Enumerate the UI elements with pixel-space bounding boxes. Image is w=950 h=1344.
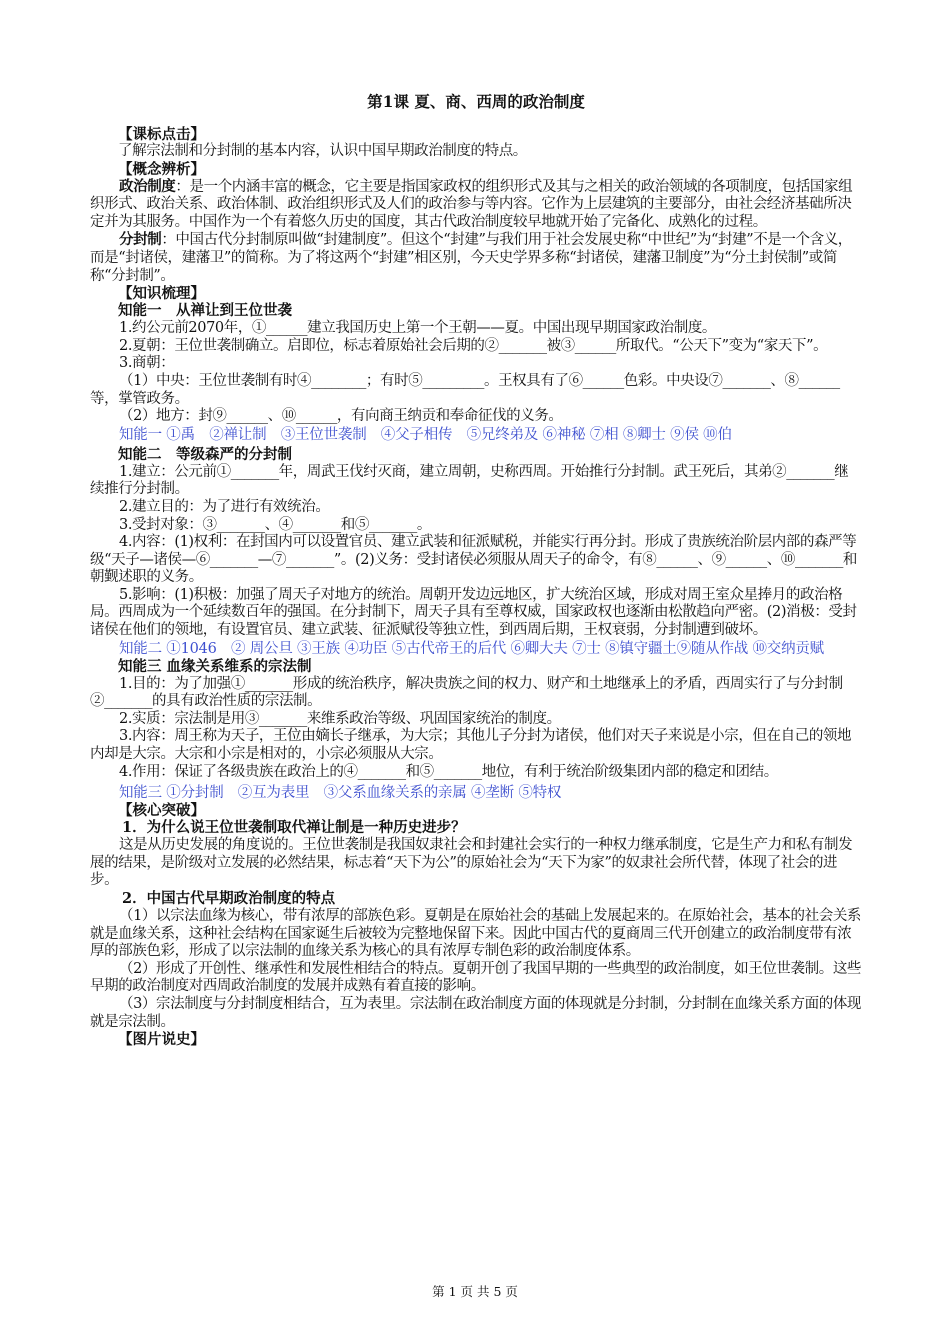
concept-text: ：中国古代分封制原叫做“封建制度”。但这个“封建”与我们用于社会发展史称“中世纪”为“封建”不是一个含义，而是“封诸侯，建藩卫”的简称。为了将这两个“封建”相区别，今天史学界多称“封诸侯，建藩卫制度”为“分土封侯制”或简称“分封制”。 xyxy=(90,232,852,284)
concept-term: 政治制度 xyxy=(119,177,176,195)
zn1-line: 3.商朝： xyxy=(119,355,175,372)
zn1-line: 1.约公元前2070年，①______建立我国历史上第一个王朝——夏。中国出现早期国家政治制度。 xyxy=(119,320,717,337)
core-question-2: 2．中国古代早期政治制度的特点 xyxy=(122,890,336,907)
zn3-line: 2.实质：宗法制是用③_______来维系政治等级、巩固国家统治的制度。 xyxy=(119,710,561,727)
section-hexin-heading: 【核心突破】 xyxy=(118,802,205,820)
page-footer: 第 1 页 共 5 页 xyxy=(432,1284,518,1299)
zn2-line: 5.影响：(1)积极：加强了周天子对地方的统治。周朝开发边远地区，扩大统治区域，形成对周王室众星捧月的政治格局。西周成为一个延续数百年的强国。在分封制下，周天子具有至尊权威，国家政权也逐渐由松散趋向严密。(2)消极：受封诸侯在他们的领地，有设置官员、建立武装、征派赋役等独立性，到西周后期，王权衰弱，分封制遭到破坏。 xyxy=(90,586,857,639)
section-kebiao-heading: 【课标点击】 xyxy=(118,126,205,143)
concept-term: 分封制 xyxy=(119,231,162,249)
zn2-line: 2.建立目的：为了进行有效统治。 xyxy=(119,498,330,515)
zn2-answer: 知能二 ①1046 ② 周公旦 ③王族 ④功臣 ⑤古代帝王的后代 ⑥卿大夫 ⑦士 ⑧镇守疆土⑨随从作战 ⑩交纳贡赋 xyxy=(119,640,824,657)
core-point: （2）形成了开创性、继承性和发展性相结合的特点。夏朝开创了我国早期的一些典型的政治制度，如王位世袭制。这些早期的政治制度对西周政治制度的发展并成熟有着直接的影响。 xyxy=(90,960,862,995)
concept-text: ：是一个内涵丰富的概念，它主要是指国家政权的组织形式及其与之相关的政治领域的各项制度，包括国家组织形式、政治关系、政治体制、政治组织形式及人们的政治参与等内容。它作为上层建筑的主要部分，由社会经济基础所决定并为其服务。中国作为一个有着悠久历史的国度，其古代政治制度较早地就开始了完备化、成熟化的过程。 xyxy=(90,178,853,230)
zn2-heading: 知能二 等级森严的分封制 xyxy=(118,445,292,463)
zn1-heading: 知能一 从禅让到王位世袭 xyxy=(118,302,292,320)
zn2-line: 4.内容：(1)权利：在封国内可以设置官员、建立武装和征派赋税，并能实行再分封。形成了贵族统治阶层内部的森严等级“天子—诸侯—⑥_______—⑦_______”。(2)义务：受封诸侯必须服从周天子的命令，有⑧______、⑨______、⑩_______和朝觐述职的义务。 xyxy=(90,534,858,586)
zn2-line: 1.建立：公元前①_______年，周武王伐纣灭商，建立周朝，史称西周。开始推行分封制。武王死后，其弟②_______继续推行分封制。 xyxy=(90,463,849,498)
core-point: （1）以宗法血缘为核心，带有浓厚的部族色彩。夏朝是在原始社会的基础上发展起来的。在原始社会，基本的社会关系就是血缘关系，这种社会结构在国家诞生后被较为完整地保留下来。因此中国古代的夏商周三代开创建立的政治制度带有浓厚的部族色彩，形成了以宗法制的血缘关系为核心的具有浓厚专制色彩的政治制度体系。 xyxy=(90,908,862,960)
kebiao-text: 了解宗法制和分封制的基本内容，认识中国早期政治制度的特点。 xyxy=(118,143,527,159)
zn3-line: 3.内容：周王称为天子，王位由嫡长子继承，为大宗；其他儿子分封为诸侯，他们对天子来说是小宗，但在自己的领地内却是大宗。大宗和小宗是相对的，小宗必须服从大宗。 xyxy=(90,728,852,763)
lesson-title: 第1课 夏、商、西周的政治制度 xyxy=(367,92,585,111)
zn1-line: （1）中央：王位世袭制有时④________；有时⑤_________。王权具有了⑥______色彩。中央设⑦_______、⑧______等，掌管政务。 xyxy=(90,372,840,407)
core-point: （3）宗法制度与分封制度相结合，互为表里。宗法制在政治制度方面的体现就是分封制，分封制在血缘关系方面的体现就是宗法制。 xyxy=(90,995,862,1030)
document-page xyxy=(90,92,862,1048)
zn1-answer: 知能一 ①禹 ②禅让制 ③王位世袭制 ④父子相传 ⑤兄终弟及 ⑥神秘 ⑦相 ⑧卿士 ⑨侯 ⑩伯 xyxy=(119,426,732,443)
zn1-line: （2）地方：封⑨______、⑩______，有向商王纳贡和奉命征伐的义务。 xyxy=(119,408,563,425)
section-tupian-heading: 【图片说史】 xyxy=(118,1031,205,1049)
zn1-line: 2.夏朝：王位世袭制确立。启即位，标志着原始社会后期的②_______被③______所取代。“公天下”变为“家天下”。 xyxy=(119,337,828,354)
zn3-heading: 知能三 血缘关系维系的宗法制 xyxy=(118,657,312,675)
zn2-line: 3.受封对象：③_______、④_______和⑤_______。 xyxy=(119,516,431,533)
zn3-line: 4.作用：保证了各级贵族在政治上的④_______和⑤_______地位，有利于统治阶级集团内部的稳定和团结。 xyxy=(119,763,778,780)
section-zhishi-heading: 【知识梳理】 xyxy=(118,285,205,303)
concept-political-system xyxy=(90,178,862,232)
core-question-1: 1．为什么说王位世袭制取代禅让制是一种历史进步？ xyxy=(122,819,466,837)
zn3-line: 1.目的：为了加强①_______形成的统治秩序，解决贵族之间的权力、财产和土地继承上的矛盾，西周实行了与分封制②_______的具有政治性质的宗法制。 xyxy=(90,675,843,710)
core-answer-1: 这是从历史发展的角度说的。王位世袭制是我国奴隶社会和封建社会实行的一种权力继承制度，它是生产力和私有制发展的结果，是阶级对立发展的必然结果，标志着“天下为公”的原始社会为“天下为家”的奴隶社会所代替，体现了社会的进步。 xyxy=(90,837,853,889)
concept-fenfeng xyxy=(90,231,862,285)
section-gainian-heading: 【概念辨析】 xyxy=(118,160,205,178)
zn3-answer: 知能三 ①分封制 ②互为表里 ③父系血缘关系的亲属 ④垄断 ⑤特权 xyxy=(119,785,562,802)
